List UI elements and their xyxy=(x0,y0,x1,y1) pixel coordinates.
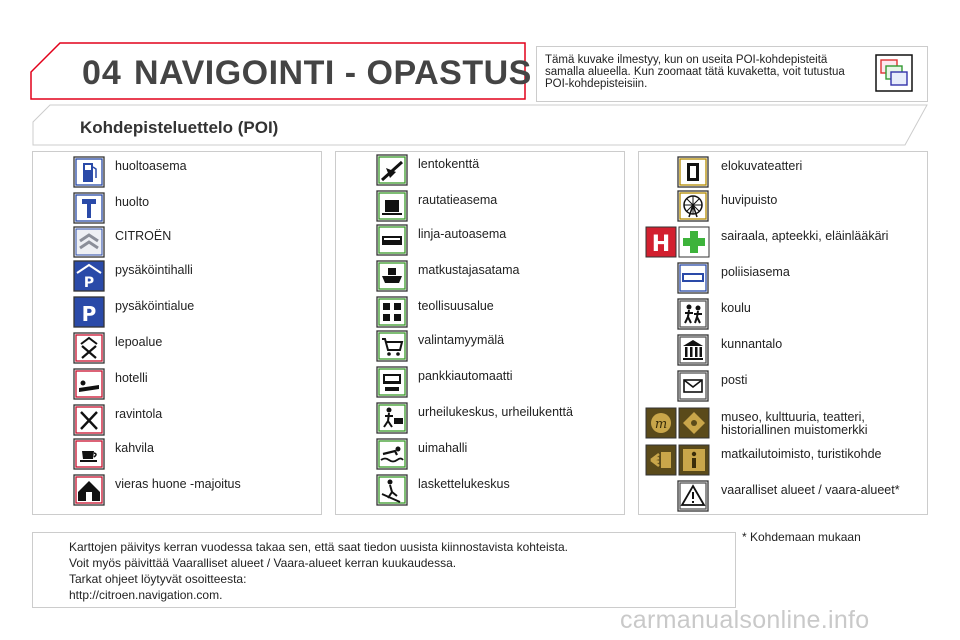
poi-label: kunnantalo xyxy=(721,337,783,351)
restaurant-cutlery-icon xyxy=(73,404,105,436)
poi-item xyxy=(639,370,927,404)
poi-label: teollisuusalue xyxy=(418,299,494,313)
chapter-number: 04 xyxy=(82,54,122,92)
poi-item xyxy=(639,444,927,478)
poi-item xyxy=(336,330,624,364)
chapter-title: NAVIGOINTI - OPASTUS xyxy=(134,54,532,92)
poi-item xyxy=(33,260,321,294)
poi-item xyxy=(639,334,927,368)
pharmacy-cross-icon xyxy=(678,226,710,258)
police-icon xyxy=(677,262,709,294)
cinema-icon xyxy=(677,156,709,188)
danger-warning-icon xyxy=(677,480,709,512)
update-note-box xyxy=(32,532,736,608)
information-icon xyxy=(678,444,710,476)
poi-label: poliisiasema xyxy=(721,265,790,279)
section-header xyxy=(32,104,928,146)
poi-item xyxy=(639,298,927,332)
swimming-icon xyxy=(376,438,408,470)
note-line: Tarkat ohjeet löytyvät osoitteesta: xyxy=(69,572,247,586)
watermark: carmanualsonline.info xyxy=(620,606,870,634)
poi-label: linja-autoasema xyxy=(418,227,507,241)
note-line: Voit myös päivittää Vaaralliset alueet / Vaara-alueet kerran kuukaudessa. xyxy=(69,556,457,570)
poi-item xyxy=(336,190,624,224)
poi-item xyxy=(33,332,321,366)
poi-item xyxy=(33,296,321,330)
poi-label: huoltoasema xyxy=(115,159,187,173)
poi-label: urheilukeskus, urheilukenttä xyxy=(418,405,573,419)
ferry-icon xyxy=(376,260,408,292)
poi-label-line2: historiallinen muistomerkki xyxy=(721,423,868,437)
section-title: Kohdepisteluettelo (POI) xyxy=(80,118,279,137)
chapter-header xyxy=(30,42,532,100)
poi-item xyxy=(336,154,624,188)
note-url[interactable]: http://citroen.navigation.com. xyxy=(69,588,223,602)
poi-item xyxy=(639,226,927,260)
poi-label: pankkiautomaatti xyxy=(418,369,513,383)
citroen-logo-icon xyxy=(73,226,105,258)
ferris-wheel-icon xyxy=(677,190,709,222)
svg-text:H: H xyxy=(651,232,671,257)
poi-label: uimahalli xyxy=(418,441,468,455)
sport-icon xyxy=(376,402,408,434)
poi-item xyxy=(639,480,927,514)
poi-label: pysäköintihalli xyxy=(115,263,193,277)
museum-icon xyxy=(645,407,677,439)
shopping-cart-icon xyxy=(376,330,408,362)
poi-item xyxy=(336,224,624,258)
parking-garage-icon xyxy=(73,260,105,292)
poi-label: sairaala, apteekki, eläinlääkäri xyxy=(721,229,889,243)
info-text: Tämä kuvake ilmestyy, kun on useita POI-kohdepisteitä samalla alueella. Kun zoomaat tätä kuvaketta, voit tutustua POI-kohdepisteisiin. xyxy=(545,54,845,90)
poi-label: rautatieasema xyxy=(418,193,498,207)
poi-label: posti xyxy=(721,373,748,387)
poi-item xyxy=(639,190,927,224)
parking-icon xyxy=(73,296,105,328)
poi-label: huolto xyxy=(115,195,150,209)
poi-item xyxy=(33,368,321,402)
poi-item xyxy=(33,404,321,438)
poi-label: pysäköintialue xyxy=(115,299,195,313)
poi-item xyxy=(336,402,624,436)
bus-icon xyxy=(376,224,408,256)
poi-item xyxy=(33,156,321,190)
poi-label: CITROËN xyxy=(115,229,172,243)
footnote: * Kohdemaan mukaan xyxy=(742,530,861,544)
poi-label: hotelli xyxy=(115,371,148,385)
service-wrench-icon xyxy=(73,192,105,224)
svg-text:m: m xyxy=(654,417,668,432)
poi-item xyxy=(336,474,624,508)
poi-label: matkailutoimisto, turistikohde xyxy=(721,447,882,461)
poi-label: ravintola xyxy=(115,407,163,421)
info-box xyxy=(536,46,928,102)
rest-area-icon xyxy=(73,332,105,364)
poi-label: matkustajasatama xyxy=(418,263,520,277)
poi-label: huvipuisto xyxy=(721,193,778,207)
poi-label: vaaralliset alueet / vaara-alueet* xyxy=(721,483,900,497)
poi-label: laskettelukeskus xyxy=(418,477,510,491)
poi-item xyxy=(33,438,321,472)
atm-icon xyxy=(376,366,408,398)
guest-house-icon xyxy=(73,474,105,506)
poi-item xyxy=(639,407,927,447)
hotel-bed-icon xyxy=(73,368,105,400)
coffee-cup-icon xyxy=(73,438,105,470)
poi-item xyxy=(336,438,624,472)
poi-item xyxy=(336,296,624,330)
poi-column-2 xyxy=(335,151,625,515)
train-icon xyxy=(376,190,408,222)
monument-icon xyxy=(678,407,710,439)
poi-item xyxy=(33,474,321,508)
school-children-icon xyxy=(677,298,709,330)
svg-text:P: P xyxy=(83,275,95,291)
airplane-icon xyxy=(376,154,408,186)
poi-label: lepoalue xyxy=(115,335,163,349)
fuel-pump-icon xyxy=(73,156,105,188)
mail-envelope-icon xyxy=(677,370,709,402)
hospital-icon xyxy=(645,226,677,258)
ski-icon xyxy=(376,474,408,506)
poi-label: vieras huone -majoitus xyxy=(115,477,241,491)
poi-column-3 xyxy=(638,151,928,515)
poi-label: elokuvateatteri xyxy=(721,159,803,173)
poi-label: lentokenttä xyxy=(418,157,480,171)
poi-item xyxy=(336,366,624,400)
poi-label: museo, kulttuuria, teatteri, xyxy=(721,410,865,424)
tourist-sight-icon xyxy=(645,444,677,476)
poi-label: kahvila xyxy=(115,441,154,455)
town-hall-icon xyxy=(677,334,709,366)
poi-item xyxy=(33,192,321,226)
poi-label: valintamyymälä xyxy=(418,333,505,347)
poi-item xyxy=(639,262,927,296)
note-line: Karttojen päivitys kerran vuodessa takaa sen, että saat tiedon uusista kiinnostavista kohteista. xyxy=(69,540,568,554)
poi-item xyxy=(336,260,624,294)
svg-text:P: P xyxy=(81,302,97,326)
industry-icon xyxy=(376,296,408,328)
poi-item xyxy=(639,156,927,190)
poi-item xyxy=(33,226,321,260)
poi-column-1 xyxy=(32,151,322,515)
poi-label: koulu xyxy=(721,301,751,315)
multi-poi-icon xyxy=(875,54,913,92)
